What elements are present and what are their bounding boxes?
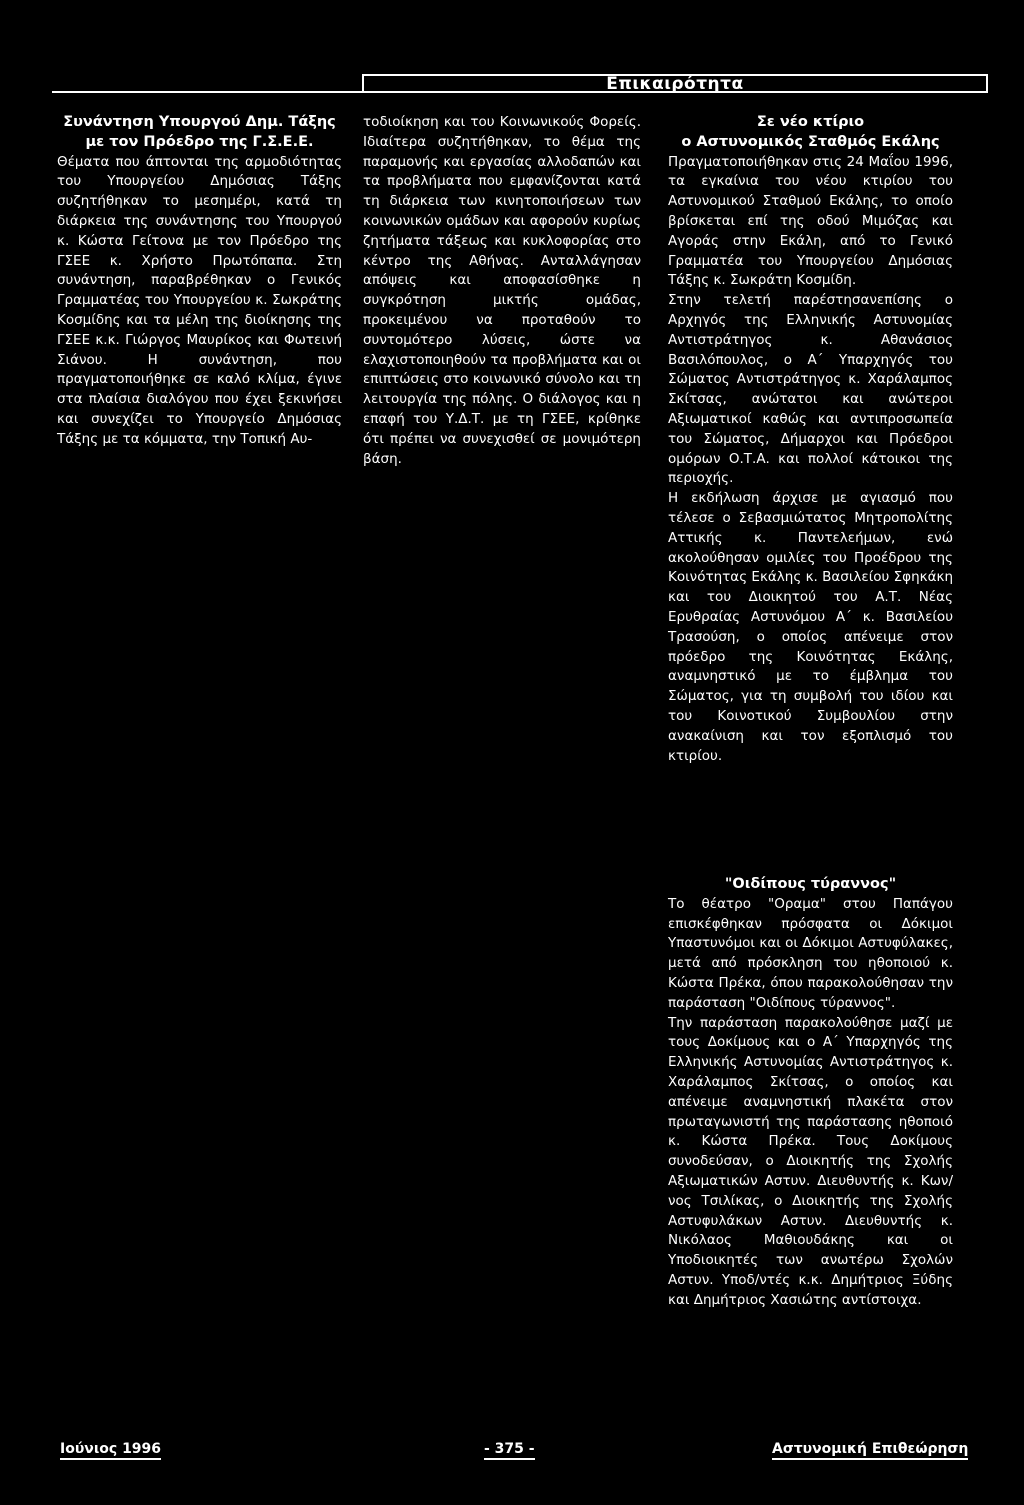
article-minister-meeting (57, 113, 342, 450)
article-headline-line2: με τον Πρόεδρο της Γ.Σ.Ε.Ε. (85, 133, 314, 150)
page-footer (0, 1440, 1024, 1464)
footer-publication: Αστυνομική Επιθεώρηση (772, 1440, 968, 1460)
section-title: Επικαιρότητα (362, 74, 988, 93)
article-ekali-station (668, 113, 953, 766)
article-headline-line1: Σε νέο κτίριο (756, 114, 865, 130)
article-body: Θέματα που άπτονται της αρμοδιότητας του Υπουργείου Δημόσιας Τάξης συζητήθηκαν το μεσημέρι, κατά τη διάρκεια της συνάντησης του Υπουργού κ. Κώστα Γείτονα με τον Πρόεδρο της ΓΣΕΕ κ. Χρήστο Πρωτόπαπα. Στη συνάντηση, παραβρέθηκαν ο Γενικός Γραμματέας του Υπουργείου κ. Σωκράτης Κοσμίδης και τα μέλη της διοίκησης της ΓΣΕΕ κ.κ. Γιώργος Μαυρίκος και Φωτεινή Σιάνου. Η συνάντηση, που πραγματοποιήθηκε σε καλό κλίμα, έγινε στα πλαίσια διαλόγου που έχει ξεκινήσει και συνεχίζει το Υπουργείο Δημόσιας Τάξης με τα κόμματα, την Τοπική Αυ- (57, 153, 342, 447)
article-oedipus (668, 875, 953, 1311)
article-paragraph: Στην τελετή παρέστησανεπίσης ο Αρχηγός της Ελληνικής Αστυνομίας Αντιστράτηγος κ. Αθανάσιος Βασιλόπουλος, ο Α΄ Υπαρχηγός του Σώματος Αντιστράτηγος κ. Χαράλαμπος Σκίτσας, ανώτατοι και ανώτεροι Αξιωματικοί καθώς και αντιπροσωπεία του Σώματος, Δήμαρχοι και Πρόεδροι ομόρων Ο.Τ.Α. και πολλοί κάτοικοι της περιοχής. (668, 292, 953, 487)
article-body-continued: τοδιοίκηση και του Κοινωνικούς Φορείς. Ιδιαίτερα συζητήθηκαν, το θέμα της παραμονής και εργασίας αλλοδαπών και τα προβλήματα που εμφανίζονται κατά τη διάρκεια των κινητοποιήσεων των κοινωνικών ομάδων και αφορούν κυρίως ζητήματα τάξεως και κυκλοφορίας στο κέντρο της Αθήνας. Ανταλλάγησαν απόψεις και αποφασίσθηκε η συγκρότηση μικτής ομάδας, προκειμένου να προταθούν το συντομότερο λύσεις, ώστε να ελαχιστοποιηθούν τα προβλήματα και οι επιπτώσεις στο κοινωνικό σύνολο και τη λειτουργία της πόλης. Ο διάλογος και η επαφή του Υ.Δ.Τ. με τη ΓΣΕΕ, κρίθηκε ότι πρέπει να συνεχισθεί σε μονιμότερη βάση. (363, 114, 641, 467)
article-paragraph: Η εκδήλωση άρχισε με αγιασμό που τέλεσε ο Σεβασμιώτατος Μητροπολίτης Αττικής κ. Παντελεήμων, ενώ ακολούθησαν ομιλίες του Προέδρου της Κοινότητας Εκάλης κ. Βασιλείου Σφηκάκη και του Διοικητού του Α.Τ. Νέας Ερυθραίας Αστυνόμου Α΄ κ. Βασιλείου Τρασούση, ο οποίος απένειμε στον πρόεδρο της Κοινότητας Εκάλης, αναμνηστικό με το έμβλημα του Σώματος, για τη συμβολή του ιδίου και του Κοινοτικού Συμβουλίου στην ανακαίνιση και τον εξοπλισμό του κτιρίου. (668, 490, 953, 764)
article-paragraph: Το θέατρο "Οραμα" στου Παπάγου επισκέφθηκαν πρόσφατα οι Δόκιμοι Υπαστυνόμοι και οι Δόκιμοι Αστυφύλακες, μετά από πρόσκληση του ηθοποιού κ. Κώστα Πρέκα, όπου παρακολούθησαν την παράσταση "Οιδίπους τύραννος". (668, 895, 953, 1011)
article-headline-line2: ο Αστυνομικός Σταθμός Εκάλης (681, 133, 940, 150)
footer-page-number: - 375 - (484, 1440, 535, 1460)
article-headline: "Οιδίπους τύραννος" (724, 876, 897, 892)
article-paragraph: Την παράσταση παρακολούθησε μαζί με τους Δοκίμους και ο Α΄ Υπαρχηγός της Ελληνικής Αστυνομίας Αντιστράτηγος κ. Χαράλαμπος Σκίτσας, ο οποίος και απένειμε αναμνηστική πλακέτα στον πρωταγωνιστή της παράστασης ηθοποιό κ. Κώστα Πρέκα. Τους Δοκίμους συνοδεύσαν, ο Διοικητής της Σχολής Αξιωματικών Αστυν. Διευθυντής κ. Κων/νος Τσιλίκας, ο Διοικητής της Σχολής Αστυφυλάκων Αστυν. Διευθυντής κ. Νικόλαος Μαθιουδάκης και οι Υποδιοικητές των ανωτέρω Σχολών Αστυν. Υποδ/ντές κ.κ. Δημήτριος Ξύδης και Δημήτριος Χασιώτης αντίστοιχα. (668, 1014, 953, 1308)
article-paragraph: Πραγματοποιήθηκαν στις 24 Μαΐου 1996, τα εγκαίνια του νέου κτιρίου του Αστυνομικού Σταθμού Εκάλης, το οποίο βρίσκεται επί της οδού Μιμόζας και Αγοράς στην Εκάλη, από το Γενικό Γραμματέα του Υπουργείου Δημόσιας Τάξης κ. Σωκράτη Κοσμίδη. (668, 153, 953, 289)
article-headline-line1: Συνάντηση Υπουργού Δημ. Τάξης (63, 114, 336, 130)
footer-date: Ιούνιος 1996 (60, 1440, 161, 1460)
article-continuation (363, 113, 641, 469)
